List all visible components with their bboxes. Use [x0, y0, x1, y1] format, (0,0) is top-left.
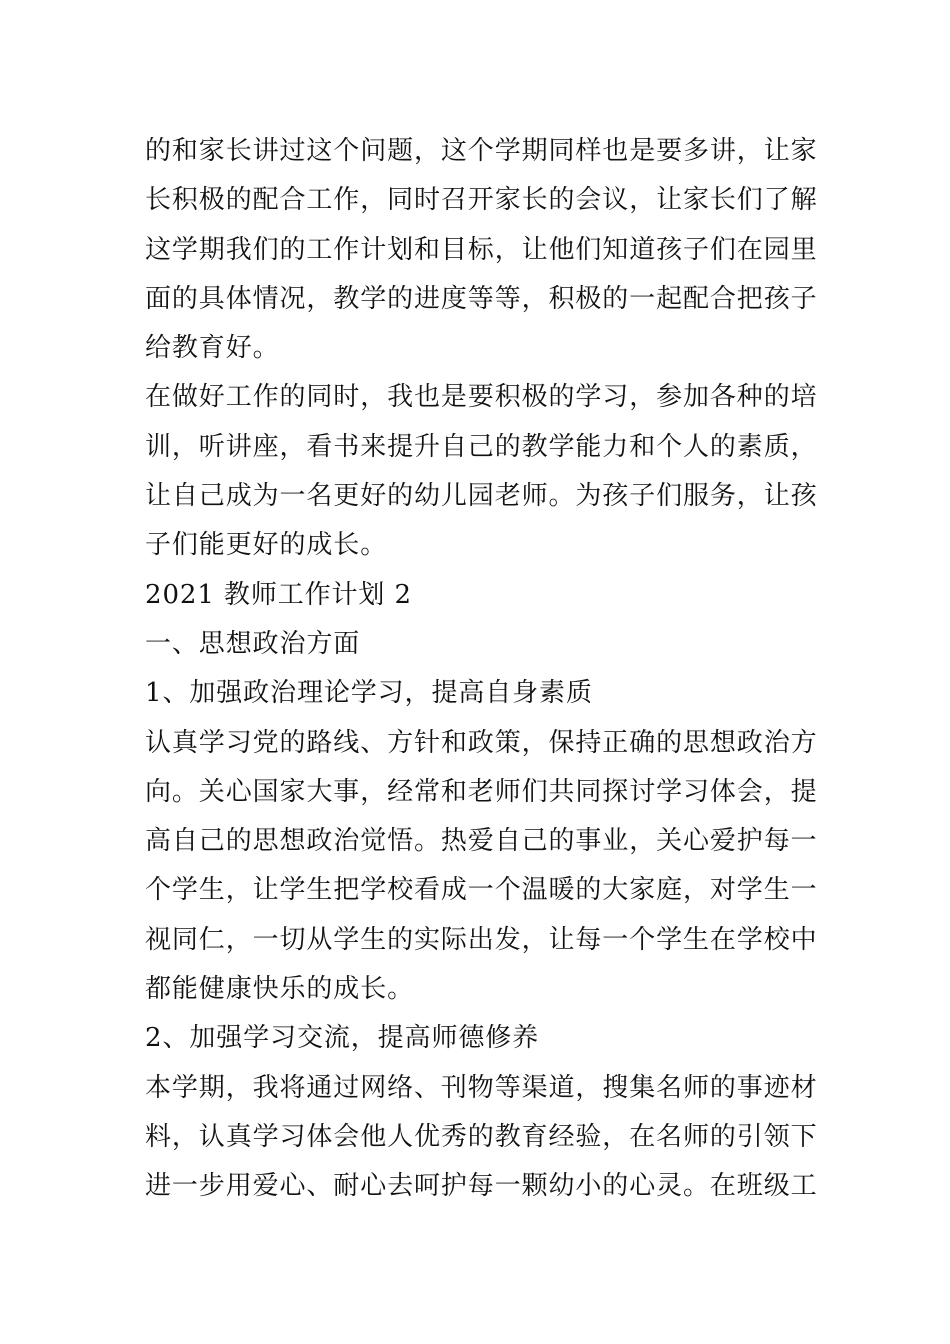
subsection-heading: 2、加强学习交流，提高师德修养 [145, 1023, 540, 1054]
text-line: 的和家长讲过这个问题，这个学期同样也是要多讲，让家 [145, 136, 818, 166]
text-line: 料，认真学习体会他人优秀的教育经验，在名师的引领下 [145, 1121, 818, 1152]
text-line: 面的具体情况，教学的进度等等，积极的一起配合把孩子 [145, 283, 818, 314]
text-line: 个学生，让学生把学校看成一个温暖的大家庭，对学生一 [145, 875, 818, 906]
text-line: 本学期，我将通过网络、刊物等渠道，搜集名师的事迹材 [145, 1072, 818, 1103]
text-line: 视同仁，一切从学生的实际出发，让每一个学生在学校中 [145, 924, 818, 955]
section-heading: 2021 教师工作计划 2 [145, 579, 412, 610]
text-line: 认真学习党的路线、方针和政策，保持正确的思想政治方 [145, 727, 818, 758]
text-line: 长积极的配合工作，同时召开家长的会议，让家长们了解 [145, 185, 818, 216]
text-line: 子们能更好的成长。 [145, 530, 388, 561]
text-line: 在做好工作的同时，我也是要积极的学习，参加各种的培 [145, 382, 818, 413]
text-line: 让自己成为一名更好的幼儿园老师。为孩子们服务，让孩 [145, 481, 818, 512]
document-body [145, 127, 818, 1212]
section-heading: 一、思想政治方面 [145, 628, 361, 659]
text-line: 高自己的思想政治觉悟。热爱自己的事业，关心爱护每一 [145, 826, 818, 857]
subsection-heading: 1、加强政治理论学习，提高自身素质 [145, 678, 593, 709]
text-line: 都能健康快乐的成长。 [145, 974, 415, 1005]
text-line: 这学期我们的工作计划和目标，让他们知道孩子们在园里 [145, 234, 818, 265]
text-line: 给教育好。 [145, 333, 280, 364]
text-line: 进一步用爱心、耐心去呵护每一颗幼小的心灵。在班级工 [145, 1171, 818, 1202]
text-line: 训，听讲座，看书来提升自己的教学能力和个人的素质， [145, 431, 818, 462]
text-line: 向。关心国家大事，经常和老师们共同探讨学习体会，提 [145, 776, 818, 807]
